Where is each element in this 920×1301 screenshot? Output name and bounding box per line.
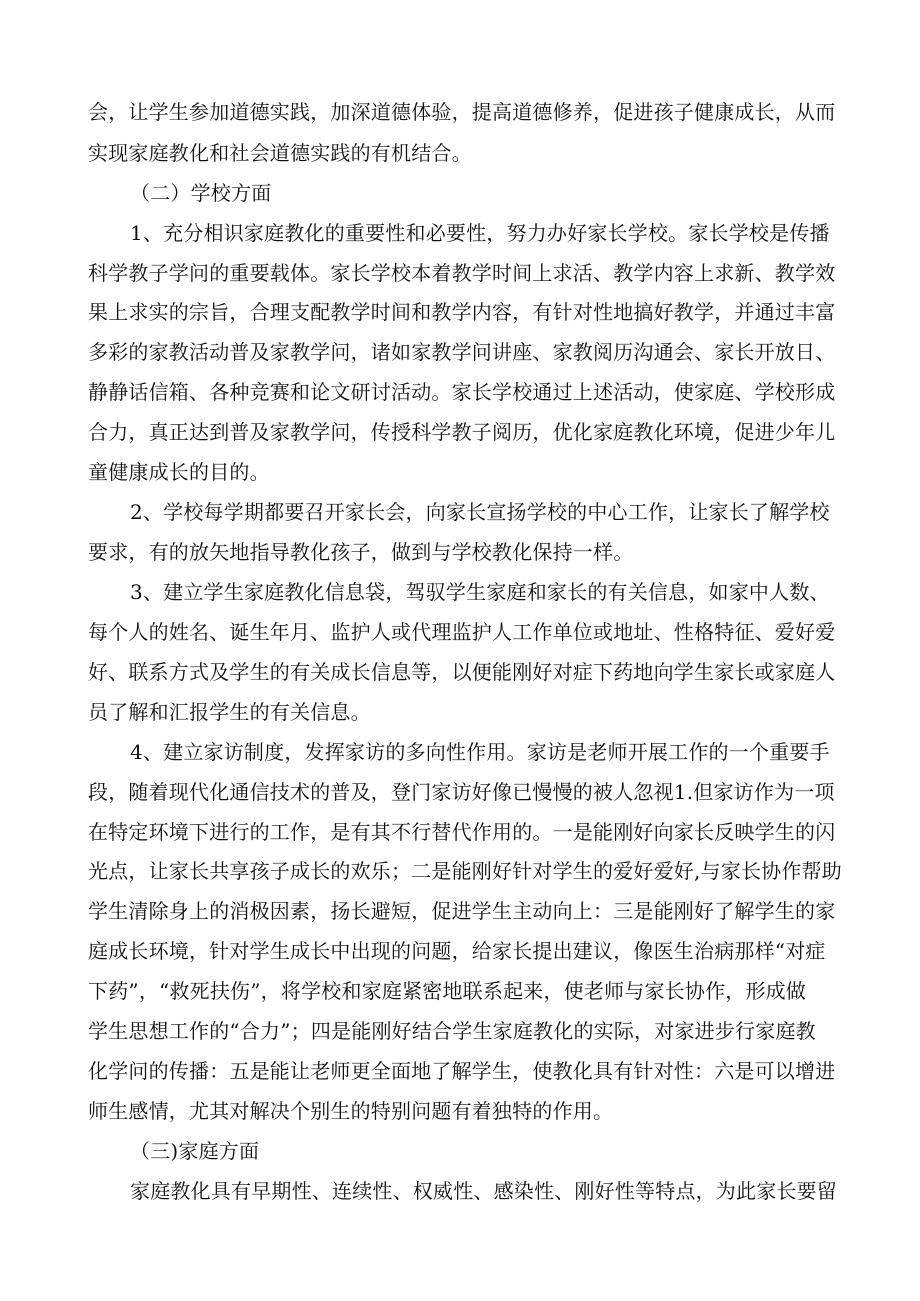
text-line: 下药”，“救死扶伤”，将学校和家庭紧密地联系起来，使老师与家长协作，形成做	[88, 979, 807, 1003]
text-line: 会，让学生参加道德实践，加深道德体验，提高道德修养，促进孩子健康成长，从而	[88, 100, 836, 124]
text-line: 员了解和汇报学生的有关信息。	[88, 700, 371, 724]
paragraph-2-start: 2、学校每学期都要召开家长会，向家长宣扬学校的中心工作，让家长了解学校	[130, 500, 830, 524]
text-line: 果上求实的宗旨，合理支配教学时间和教学内容，有针对性地搞好教学，并通过丰富	[88, 300, 836, 324]
text-line: 童健康成长的目的。	[88, 460, 270, 484]
text-line: 化学问的传播：五是能让老师更全面地了解学生，使教化具有针对性：六是可以增进	[88, 1059, 836, 1083]
text-line: 光点，让家长共享孩子成长的欢乐；二是能刚好针对学生的爱好爱好,与家长协作帮助	[88, 859, 842, 883]
text-line: 每个人的姓名、诞生年月、监护人或代理监护人工作单位或地址、性格特征、爱好爱	[88, 620, 836, 644]
paragraph-1-start: 1、充分相识家庭教化的重要性和必要性，努力办好家长学校。家长学校是传播	[130, 221, 830, 245]
text-line: 段，随着现代化通信技术的普及，登门家访好像已慢慢的被人忽视1.但家访作为一项	[88, 780, 835, 804]
text-line: 科学教子学问的重要载体。家长学校本着教学时间上求活、教学内容上求新、教学效	[88, 261, 836, 285]
paragraph-4-start: 4、建立家访制度，发挥家访的多向性作用。家访是老师开展工作的一个重要手	[130, 740, 830, 764]
text-line: 要求，有的放矢地指导教化孩子，做到与学校教化保持一样。	[88, 540, 634, 564]
text-line: 静静话信箱、各种竞赛和论文研讨活动。家长学校通过上述活动，使家庭、学校形成	[88, 380, 836, 404]
text-line: 在特定环境下进行的工作，是有其不行替代作用的。一是能刚好向家长反映学生的闪	[88, 820, 836, 844]
text-line: 学生思想工作的“合力”；四是能刚好结合学生家庭教化的实际，对家进步行家庭教	[88, 1019, 816, 1043]
text-line: 合力，真正达到普及家教学问，传授科学教子阅历，优化家庭教化环境，促进少年儿	[88, 420, 836, 444]
paragraph-3-start: 3、建立学生家庭教化信息袋，驾驭学生家庭和家长的有关信息，如家中人数、	[130, 580, 830, 604]
section-heading-family: （三)家庭方面	[130, 1139, 260, 1163]
paragraph-family-start: 家庭教化具有早期性、连续性、权威性、感染性、刚好性等特点，为此家长要留	[130, 1179, 837, 1203]
text-line: 实现家庭教化和社会道德实践的有机结合。	[88, 141, 472, 165]
text-line: 多彩的家教活动普及家教学问，诸如家教学问讲座、家教阅历沟通会、家长开放日、	[88, 340, 836, 364]
text-line: 师生感情，尤其对解决个别生的特别问题有着独特的作用。	[88, 1099, 614, 1123]
text-line: 庭成长环境，针对学生成长中出现的问题，给家长提出建议，像医生治病那样“对症	[88, 939, 826, 963]
text-line: 学生清除身上的消极因素，扬长避短，促进学生主动向上：三是能刚好了解学生的家	[88, 899, 836, 923]
text-line: 好、联系方式及学生的有关成长信息等，以便能刚好对症下药地向学生家长或家庭人	[88, 660, 836, 684]
section-heading-school: （二）学校方面	[130, 181, 272, 205]
